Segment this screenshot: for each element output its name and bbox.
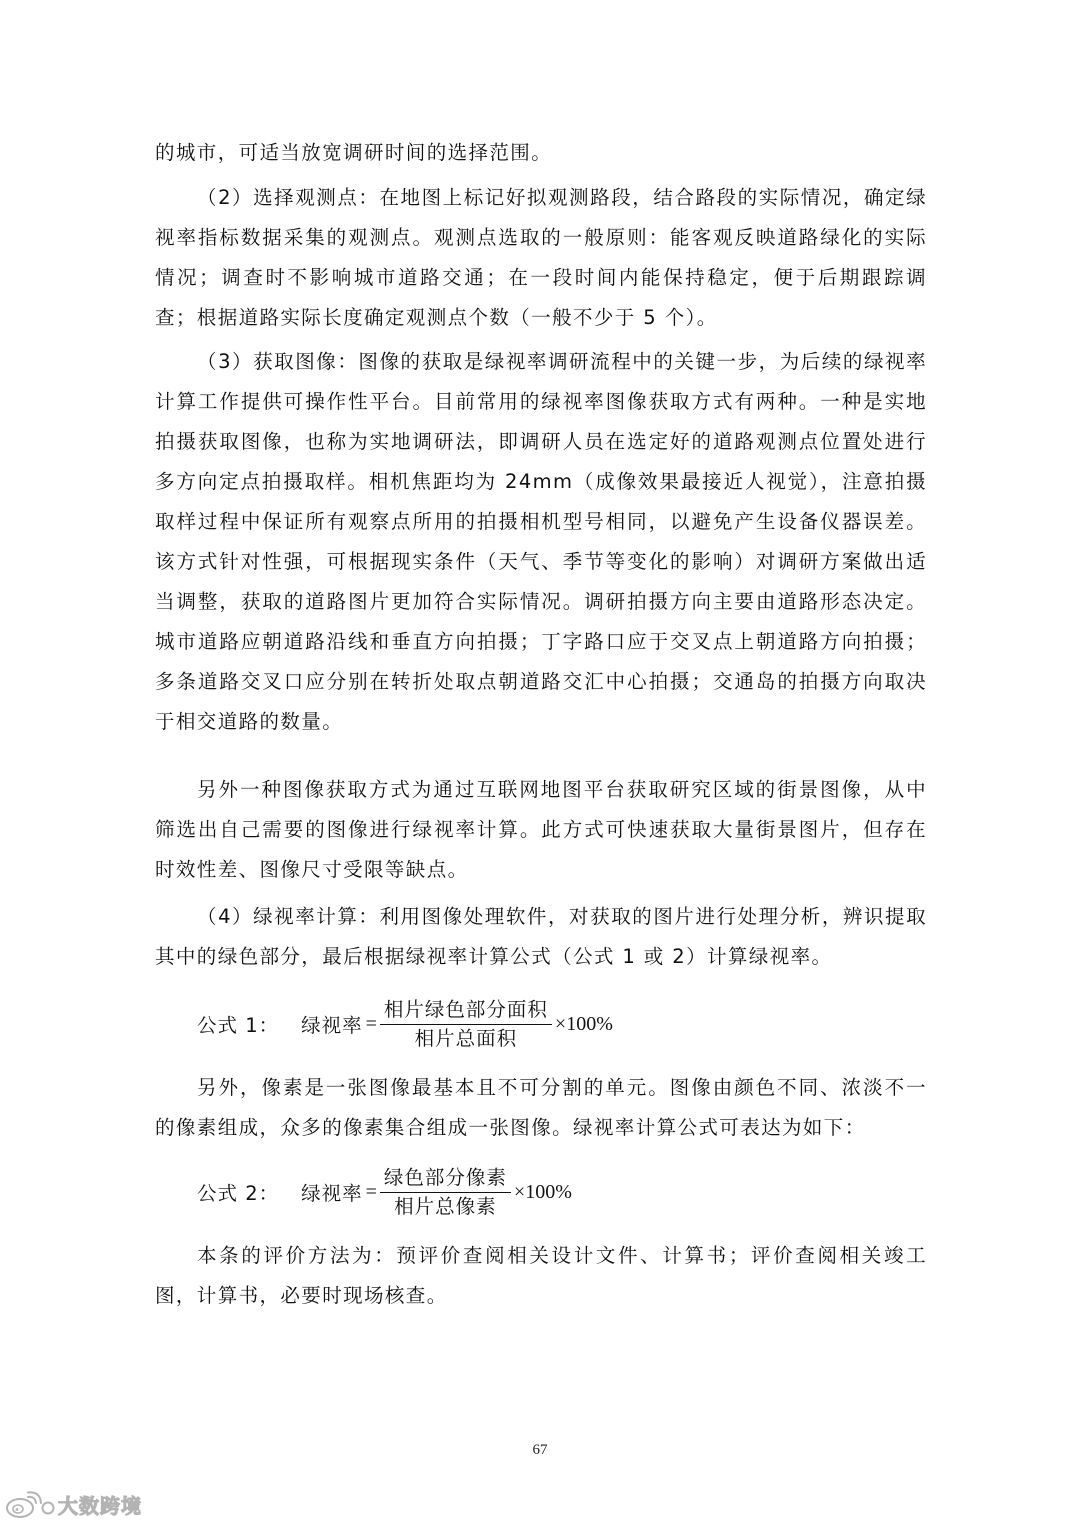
paragraph-evaluation-method: 本条的评价方法为：预评价查阅相关设计文件、计算书；评价查阅相关竣工图，计算书，必要时现场核查。: [155, 1244, 927, 1307]
formula-2-multiplier: ×100%: [513, 1180, 572, 1203]
paragraph-select-observation-points: （2）选择观测点：在地图上标记好拟观测路段，结合路段的实际情况，确定绿视率指标数据采集的观测点。观测点选取的一般原则：能客观反映道路绿化的实际情况；调查时不影响城市道路交通；在一段时间内能保持稳定，便于后期跟踪调查；根据道路实际长度确定观测点个数（一般不少于 5 个）。: [155, 186, 927, 329]
formula-2-fraction: [380, 1166, 511, 1219]
formula-2-denominator: 相片总像素: [394, 1194, 497, 1218]
watermark-text: 大数跨境: [58, 1494, 142, 1518]
paragraph-acquire-images: （3）获取图像：图像的获取是绿视率调研流程中的关键一步，为后续的绿视率计算工作提供可操作性平台。目前常用的绿视率图像获取方式有两种。一种是实地拍摄获取图像，也称为实地调研法，即调研人员在选定好的道路观测点位置处进行多方向定点拍摄取样。相机焦距均为 24mm（成像效果最接近人视觉），注意拍摄取样过程中保证所有观察点所用的拍摄相机型号相同，以避免产生设备仪器误差。该方式针对性强，可根据现实条件（天气、季节等变化的影响）对调研方案做出适当调整，获取的道路图片更加符合实际情况。调研拍摄方向主要由道路形态决定。城市道路应朝道路沿线和垂直方向拍摄；丁字路口应于交叉点上朝道路方向拍摄；多条道路交叉口应分别在转折处取点朝道路交汇中心拍摄；交通岛的拍摄方向取决于相交道路的数量。: [155, 350, 927, 733]
formula-1-multiplier: ×100%: [554, 1012, 613, 1035]
formula-1: [197, 997, 613, 1051]
formula-1-denominator: 相片总面积: [414, 1026, 518, 1050]
formula-2-label: 公式 2：: [197, 1182, 280, 1205]
weibo-logo-icon: [4, 1491, 56, 1519]
page-number: 67: [532, 1442, 548, 1458]
paragraph-alternative-acquisition: 另外一种图像获取方式为通过互联网地图平台获取研究区域的街景图像，从中筛选出自己需要的图像进行绿视率计算。此方式可快速获取大量街景图片，但存在时效性差、图像尺寸受限等缺点。: [155, 778, 927, 881]
paragraph-green-view-calculation: （4）绿视率计算：利用图像处理软件，对获取的图片进行处理分析，辨识提取其中的绿色部分，最后根据绿视率计算公式（公式 1 或 2）计算绿视率。: [155, 905, 927, 968]
formula-2-numerator: 绿色部分像素: [383, 1165, 507, 1189]
formula-1-lhs: 绿视率: [301, 1014, 363, 1037]
formula-2-lhs: 绿视率: [301, 1182, 363, 1205]
formula-1-equals: =: [365, 1012, 377, 1035]
formula-1-numerator: 相片绿色部分面积: [383, 997, 548, 1021]
formula-1-label: 公式 1：: [197, 1014, 280, 1037]
paragraph-city-survey-time: 的城市，可适当放宽调研时间的选择范围。: [155, 141, 553, 164]
formula-2-equals: =: [365, 1180, 377, 1203]
formula-1-fraction: [380, 998, 552, 1051]
paragraph-pixel-definition: 另外，像素是一张图像最基本且不可分割的单元。图像由颜色不同、浓淡不一的像素组成，众多的像素集合组成一张图像。绿视率计算公式可表达为如下：: [155, 1076, 927, 1139]
formula-2: [197, 1165, 572, 1219]
watermark: [4, 1490, 142, 1519]
